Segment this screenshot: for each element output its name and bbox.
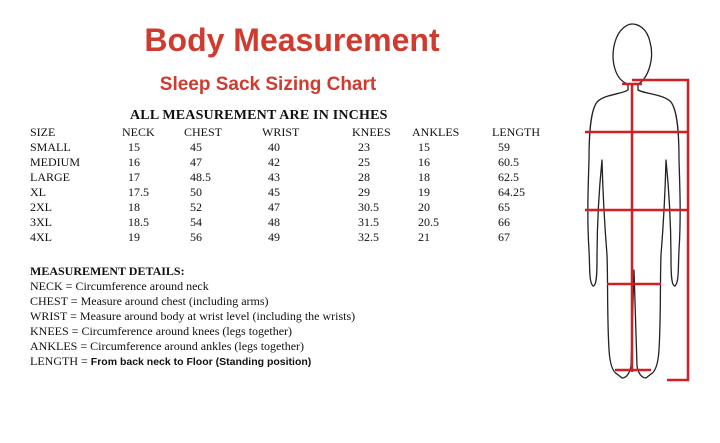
cell-knees: 31.5 bbox=[358, 215, 379, 229]
detail-line: ANKLES = Circumference around ankles (legs together) bbox=[30, 339, 305, 353]
cell-length: 67 bbox=[498, 230, 510, 244]
body-outline-figure bbox=[575, 20, 705, 400]
detail-term: ANKLES bbox=[30, 339, 78, 353]
cell-chest: 50 bbox=[190, 185, 202, 199]
cell-length: 62.5 bbox=[498, 170, 519, 184]
table-row bbox=[30, 185, 558, 200]
cell-length: 65 bbox=[498, 200, 510, 214]
page-subtitle: Sleep Sack Sizing Chart bbox=[159, 74, 377, 95]
cell-wrist: 40 bbox=[268, 140, 280, 154]
cell-wrist: 47 bbox=[268, 200, 280, 214]
cell-ankles: 16 bbox=[418, 155, 430, 169]
detail-description: Measure around chest (including arms) bbox=[80, 294, 269, 308]
cell-length: 64.25 bbox=[498, 185, 525, 199]
cell-neck: 18.5 bbox=[128, 215, 149, 229]
detail-description: Circumference around neck bbox=[75, 279, 209, 293]
detail-line: LENGTH = From back neck to Floor (Standing position) bbox=[30, 354, 312, 368]
column-header-ankles: ANKLES bbox=[412, 125, 460, 139]
cell-neck: 15 bbox=[128, 140, 140, 154]
cell-length: 60.5 bbox=[498, 155, 519, 169]
detail-term: KNEES bbox=[30, 324, 69, 338]
cell-chest: 48.5 bbox=[190, 170, 211, 184]
table-row bbox=[30, 140, 558, 155]
cell-ankles: 21 bbox=[418, 230, 430, 244]
cell-wrist: 42 bbox=[268, 155, 280, 169]
detail-description: Circumference around knees (legs together) bbox=[81, 324, 293, 338]
cell-ankles: 18 bbox=[418, 170, 430, 184]
cell-knees: 28 bbox=[358, 170, 370, 184]
cell-ankles: 15 bbox=[418, 140, 430, 154]
column-header-chest: CHEST bbox=[184, 125, 223, 139]
table-row bbox=[30, 230, 558, 245]
cell-neck: 16 bbox=[128, 155, 140, 169]
detail-term: LENGTH bbox=[30, 354, 78, 368]
cell-size: MEDIUM bbox=[30, 155, 80, 169]
detail-description: Measure around body at wrist level (including the wrists) bbox=[79, 309, 356, 323]
table-header-row bbox=[30, 125, 558, 140]
detail-term: CHEST bbox=[30, 294, 68, 308]
detail-line: NECK = Circumference around neck bbox=[30, 279, 209, 293]
table-row bbox=[30, 170, 558, 185]
column-header-length: LENGTH bbox=[492, 125, 540, 139]
cell-wrist: 48 bbox=[268, 215, 280, 229]
table-row bbox=[30, 200, 558, 215]
cell-ankles: 20 bbox=[418, 200, 430, 214]
table-heading: ALL MEASUREMENT ARE IN INCHES bbox=[130, 108, 388, 123]
details-heading: MEASUREMENT DETAILS: bbox=[30, 264, 185, 278]
column-header-wrist: WRIST bbox=[262, 125, 300, 139]
cell-length: 59 bbox=[498, 140, 510, 154]
body-outline-icon bbox=[575, 20, 705, 400]
cell-knees: 30.5 bbox=[358, 200, 379, 214]
detail-description: From back neck to Floor (Standing position) bbox=[90, 356, 312, 368]
cell-length: 66 bbox=[498, 215, 510, 229]
column-header-knees: KNEES bbox=[352, 125, 391, 139]
cell-knees: 32.5 bbox=[358, 230, 379, 244]
cell-chest: 54 bbox=[190, 215, 202, 229]
cell-size: LARGE bbox=[30, 170, 70, 184]
body-outline bbox=[588, 24, 680, 378]
size-table bbox=[30, 125, 558, 245]
cell-neck: 19 bbox=[128, 230, 140, 244]
cell-ankles: 20.5 bbox=[418, 215, 439, 229]
cell-wrist: 43 bbox=[268, 170, 280, 184]
detail-line: WRIST = Measure around body at wrist level (including the wrists) bbox=[30, 309, 356, 323]
page-title: Body Measurement bbox=[144, 22, 440, 58]
cell-ankles: 19 bbox=[418, 185, 430, 199]
cell-wrist: 45 bbox=[268, 185, 280, 199]
detail-term: NECK bbox=[30, 279, 63, 293]
cell-chest: 45 bbox=[190, 140, 202, 154]
measurement-details bbox=[30, 264, 355, 370]
cell-knees: 25 bbox=[358, 155, 370, 169]
column-header-size: SIZE bbox=[30, 125, 56, 139]
cell-chest: 47 bbox=[190, 155, 202, 169]
detail-term: WRIST bbox=[30, 309, 68, 323]
cell-size: SMALL bbox=[30, 140, 71, 154]
cell-knees: 29 bbox=[358, 185, 370, 199]
cell-neck: 18 bbox=[128, 200, 140, 214]
cell-chest: 56 bbox=[190, 230, 202, 244]
cell-neck: 17 bbox=[128, 170, 140, 184]
cell-size: 2XL bbox=[30, 200, 52, 214]
cell-size: 4XL bbox=[30, 230, 52, 244]
cell-knees: 23 bbox=[358, 140, 370, 154]
cell-size: XL bbox=[30, 185, 46, 199]
cell-wrist: 49 bbox=[268, 230, 280, 244]
detail-description: Circumference around ankles (legs together) bbox=[90, 339, 305, 353]
table-row bbox=[30, 215, 558, 230]
detail-line: CHEST = Measure around chest (including arms) bbox=[30, 294, 269, 308]
cell-size: 3XL bbox=[30, 215, 52, 229]
column-header-neck: NECK bbox=[122, 125, 155, 139]
table-row bbox=[30, 155, 558, 170]
detail-line: KNEES = Circumference around knees (legs together) bbox=[30, 324, 293, 338]
cell-chest: 52 bbox=[190, 200, 202, 214]
cell-neck: 17.5 bbox=[128, 185, 149, 199]
